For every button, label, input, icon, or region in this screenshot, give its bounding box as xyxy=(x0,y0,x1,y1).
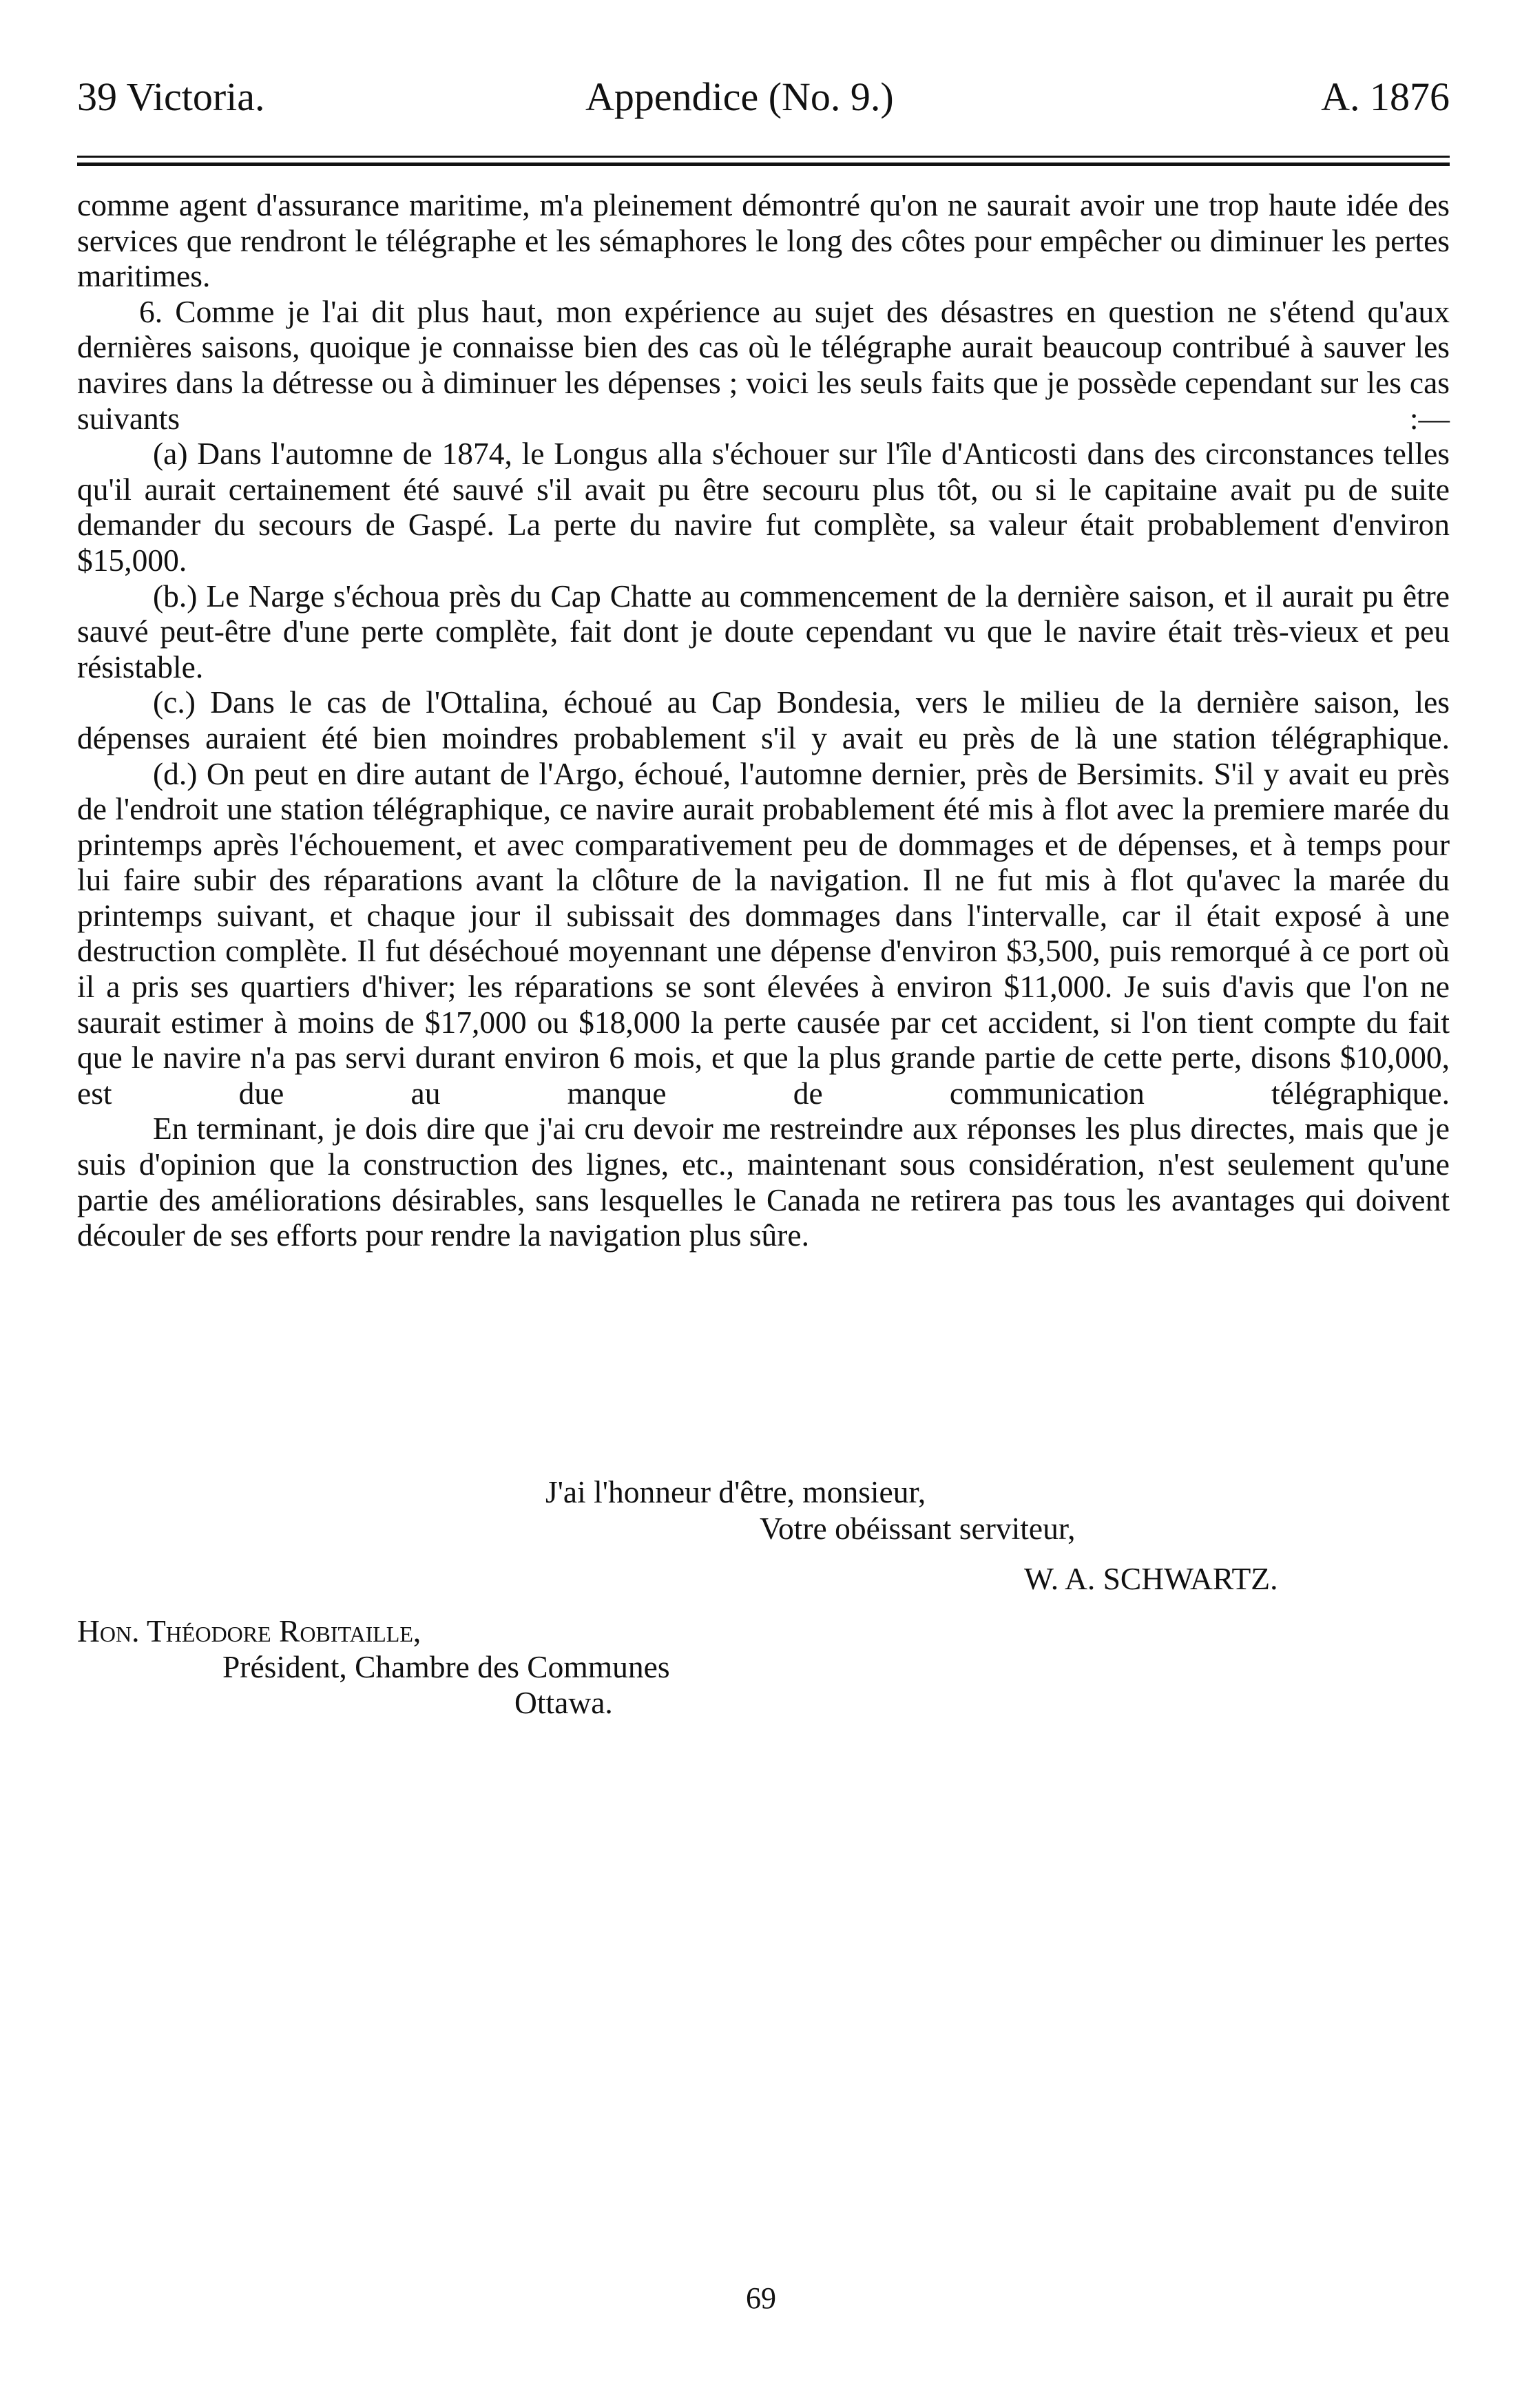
header-rule-thin xyxy=(77,156,1450,158)
header-year: A. 1876 xyxy=(1321,74,1450,119)
signature: W. A. SCHWARTZ. xyxy=(1024,1561,1278,1596)
paragraph-continuation: comme agent d'assurance maritime, m'a pleinement démontré qu'on ne saurait avoir une trop haute idée des services que rendront le télégraphe et les sémaphores le long des côtes pour empêcher ou diminuer les pertes maritimes. xyxy=(77,187,1450,294)
paragraph-conclusion: En terminant, je dois dire que j'ai cru devoir me restreindre aux réponses les plus directes, mais que je suis d'opinion que la construction des lignes, etc., maintenant sous considération, n'est seulement qu'une partie des améliorations désirables, sans lesquelles le Canada ne retirera pas tous les avantages qui doivent découler de ses efforts pour rendre la navigation plus sûre. xyxy=(77,1111,1450,1253)
addressee-title: Président, Chambre des Communes xyxy=(222,1649,670,1684)
letter-body xyxy=(77,187,1450,1253)
paragraph-case-c: (c.) Dans le cas de l'Ottalina, échoué au Cap Bondesia, vers le milieu de la dernière saison, les dépenses auraient été bien moindres probablement s'il y avait eu près de là une station télégraphique. xyxy=(77,684,1450,755)
header-rule-thick xyxy=(77,163,1450,166)
paragraph-case-d: (d.) On peut en dire autant de l'Argo, échoué, l'automne dernier, près de Bersimits. S'il y avait eu près de l'endroit une station télégraphique, ce navire aurait probablement été mis à flot avec la premiere marée du printemps après l'échouement, et avec comparativement peu de dommages et de dépenses, et à temps pour lui faire subir des réparations avant la clôture de la navigation. Il ne fut mis à flot qu'avec la marée du printemps suivant, et chaque jour il subissait des dommages dans l'intervalle, car il était exposé à une destruction complète. Il fut déséchoué moyennant une dépense d'environ $3,500, puis remorqué à ce port où il a pris ses quartiers d'hiver; les réparations se sont élevées à environ $11,000. Je suis d'avis que l'on ne saurait estimer à moins de $17,000 ou $18,000 la perte causée par cet accident, si l'on tient compte du fait que le navire n'a pas servi durant environ 6 mois, et que la plus grande partie de cette perte, disons $10,000, est due au manque de communication télégraphique. xyxy=(77,755,1450,1111)
addressee-city: Ottawa. xyxy=(514,1685,613,1720)
paragraph-case-b: (b.) Le Narge s'échoua près du Cap Chatte au commencement de la dernière saison, et il aurait pu être sauvé peut-être d'une perte complète, fait dont je doute cependant vu que le navire était très-vieux et peu résistable. xyxy=(77,578,1450,684)
running-header xyxy=(77,73,1450,128)
page-number: 69 xyxy=(746,2281,776,2315)
paragraph-case-a: (a) Dans l'automne de 1874, le Longus alla s'échouer sur l'île d'Anticosti dans des circonstances telles qu'il aurait certainement été sauvé s'il avait pu être secouru plus tôt, ou si le capitaine avait pu de suite demander du secours de Gaspé. La perte du navire fut complète, sa valeur était probablement d'environ $15,000. xyxy=(77,436,1450,578)
closing-honour: J'ai l'honneur d'être, monsieur, xyxy=(545,1474,926,1509)
paragraph-6: 6. Comme je l'ai dit plus haut, mon expérience au sujet des désastres en question ne s'étend qu'aux dernières saisons, quoique je connaisse bien des cas où le télégraphe aurait beaucoup contribué à sauver les navires dans la détresse ou à diminuer les dépenses ; voici les seuls faits que je possède cependant sur les cas suivants :— xyxy=(77,293,1450,436)
closing-servant: Votre obéissant serviteur, xyxy=(760,1511,1076,1546)
header-session: 39 Victoria. xyxy=(77,74,265,119)
addressee-name: Hon. Théodore Robitaille, xyxy=(77,1613,421,1648)
header-appendix: Appendice (No. 9.) xyxy=(585,74,894,119)
